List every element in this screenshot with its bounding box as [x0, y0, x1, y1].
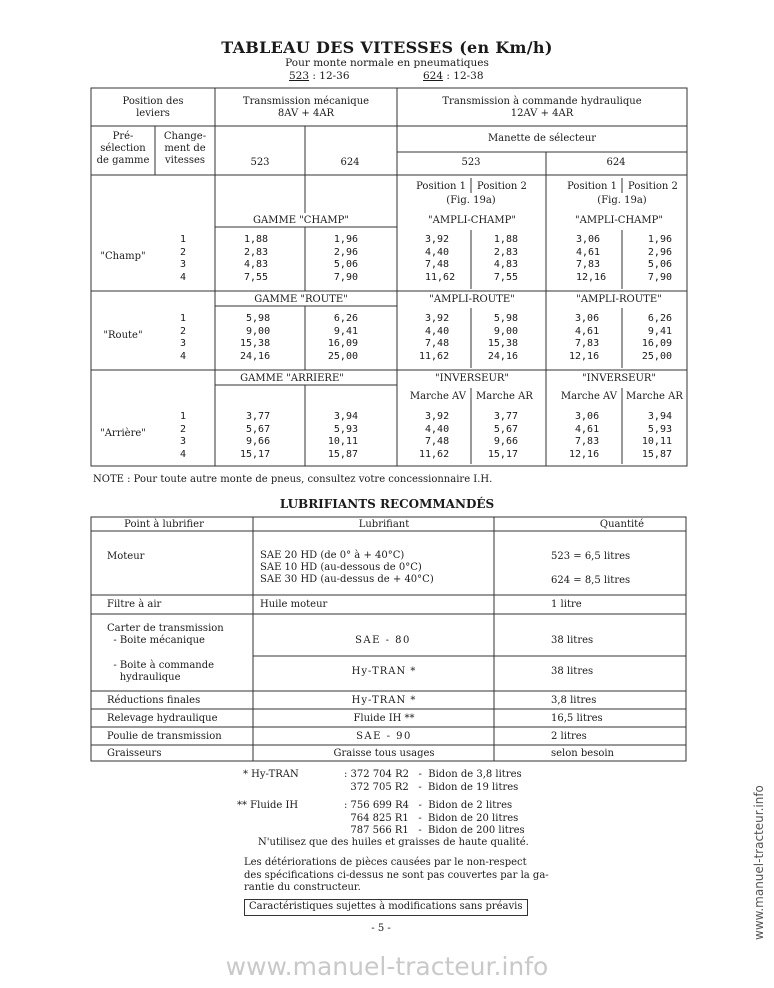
group-champ-mech-header: GAMME "CHAMP" — [253, 215, 349, 226]
lub-reductions-point: Réductions finales — [107, 695, 201, 706]
lubricants-title: LUBRIFIANTS RECOMMANDÉS — [279, 497, 495, 511]
group-route-label: "Route" — [103, 330, 143, 341]
page-subtitle: Pour monte normale en pneumatiques — [285, 57, 489, 69]
header-transmission-mecanique: Transmission mécanique 8AV + 4AR — [242, 96, 370, 119]
group-route-hyd624-header: "AMPLI-ROUTE" — [576, 294, 662, 305]
group-champ-mech-624: 1,96 2,96 5,06 7,90 — [333, 234, 358, 283]
header-preselection: Pré- sélection de gamme — [96, 131, 150, 166]
footnote-hytran-refs: : 372 704 R2 - Bidon de 3,8 litres 372 705 R2 - Bidon de 19 litres — [344, 769, 522, 793]
header-hyd-624: 624 — [606, 157, 626, 168]
group-route-hyd523-header: "AMPLI-ROUTE" — [429, 294, 515, 305]
tire-note: NOTE : Pour toute autre monte de pneus, consultez votre concessionnaire I.H. — [93, 474, 493, 485]
footnote-warning: Les détériorations de pièces causées par le non-respect des spécifications ci-dessus ne sont pas couvertes par la ga- rantie du constructeur. — [244, 857, 549, 893]
lub-boite-hyd-qty: 38 litres — [551, 666, 594, 677]
lub-graisseurs-lub: Graisse tous usages — [333, 748, 435, 759]
lub-relevage-lub: Fluide IH ** — [353, 713, 415, 724]
tire-523-value: : 12-36 — [312, 70, 350, 82]
lub-header-lubrifiant: Lubrifiant — [358, 519, 410, 530]
lub-header-quantite: Quantité — [599, 519, 645, 530]
group-champ-hyd523-b: 1,88 2,83 4,83 7,55 — [493, 234, 518, 283]
group-arriere-label: "Arrière" — [100, 428, 146, 439]
watermark-side: www.manuel-tracteur.info — [752, 785, 766, 940]
header-transmission-hydraulique: Transmission à commande hydraulique 12AV + 4AR — [442, 96, 642, 119]
group-route-mech-624: 6,26 9,41 16,09 25,00 — [327, 313, 358, 362]
group-arriere-hyd523-sub-av: Marche AV — [409, 391, 466, 402]
group-arriere-gears: 1 2 3 4 — [179, 411, 187, 460]
footnote-quality: N'utilisez que des huiles et graisses de haute qualité. — [258, 837, 529, 848]
group-champ-hyd624-header: "AMPLI-CHAMP" — [575, 215, 663, 226]
header-mech-523: 523 — [250, 157, 270, 168]
lub-boite-hyd-lub: Hy-TRAN * — [351, 666, 417, 677]
group-champ-hyd523-a: 3,92 4,40 7,48 11,62 — [425, 234, 456, 283]
group-arriere-hyd624-sub-av: Marche AV — [560, 391, 617, 402]
footnote-fluide-label: ** Fluide IH — [237, 800, 299, 811]
group-arriere-hyd624-a: 3,06 4,61 7,83 12,16 — [569, 411, 600, 460]
header-hyd-523: 523 — [461, 157, 481, 168]
group-champ-label: "Champ" — [100, 251, 146, 262]
hyd523-fig: (Fig. 19a) — [446, 195, 496, 206]
lub-poulie-qty: 2 litres — [551, 731, 587, 742]
lub-reductions-lub: Hy-TRAN * — [351, 695, 417, 706]
page-number: - 5 - — [371, 923, 391, 934]
group-route-mech-523: 5,98 9,00 15,38 24,16 — [240, 313, 271, 362]
footnote-fluide-refs: : 756 699 R4 - Bidon de 2 litres 764 825 R1 - Bidon de 20 litres 787 566 R1 - Bidon de 200 litres — [344, 800, 525, 836]
lub-moteur-qty-624: 624 = 8,5 litres — [551, 575, 631, 586]
lub-relevage-qty: 16,5 litres — [551, 713, 603, 724]
group-route-hyd523-b: 5,98 9,00 15,38 24,16 — [487, 313, 518, 362]
group-arriere-hyd523-b: 3,77 5,67 9,66 15,17 — [487, 411, 518, 460]
lub-reductions-qty: 3,8 litres — [551, 695, 597, 706]
group-arriere-mech-624: 3,94 5,93 10,11 15,87 — [327, 411, 358, 460]
group-champ-gears: 1 2 3 4 — [179, 234, 187, 283]
group-champ-hyd523-header: "AMPLI-CHAMP" — [428, 215, 516, 226]
lub-header-point: Point à lubrifier — [124, 519, 204, 530]
header-position-leviers: Position des leviers — [122, 96, 184, 119]
hyd624-pos1: Position 1 — [567, 181, 617, 192]
lub-carter-lub: SAE - 80 — [355, 635, 411, 646]
group-arriere-hyd624-sub-ar: Marche AR — [626, 391, 683, 402]
lub-graisseurs-qty: selon besoin — [551, 748, 614, 759]
hyd523-pos1: Position 1 — [416, 181, 466, 192]
footnote-boxed: Caractéristiques sujettes à modifications sans préavis — [244, 899, 528, 916]
group-route-gears: 1 2 3 4 — [179, 313, 187, 362]
header-changement: Change- ment de vitesses — [163, 131, 207, 166]
lub-moteur-qty-523: 523 = 6,5 litres — [551, 551, 631, 562]
hyd624-fig: (Fig. 19a) — [597, 195, 647, 206]
group-champ-hyd624-a: 3,06 4,61 7,83 12,16 — [576, 234, 607, 283]
lub-filtre-lub: Huile moteur — [260, 599, 328, 610]
group-arriere-mech-header: GAMME "ARRIERE" — [240, 373, 344, 384]
hyd523-pos2: Position 2 — [477, 181, 527, 192]
header-manette: Manette de sélecteur — [487, 133, 597, 144]
group-arriere-hyd523-header: "INVERSEUR" — [434, 373, 510, 384]
group-route-hyd624-a: 3,06 4,61 7,83 12,16 — [569, 313, 600, 362]
group-arriere-hyd624-header: "INVERSEUR" — [581, 373, 657, 384]
lub-carter-point: Carter de transmission - Boite mécanique — [107, 623, 224, 646]
hyd624-pos2: Position 2 — [628, 181, 678, 192]
lub-graisseurs-point: Graisseurs — [107, 748, 162, 759]
header-mech-624: 624 — [340, 157, 360, 168]
group-arriere-hyd624-b: 3,94 5,93 10,11 15,87 — [641, 411, 672, 460]
group-arriere-hyd523-sub-ar: Marche AR — [476, 391, 533, 402]
group-route-hyd523-a: 3,92 4,40 7,48 11,62 — [419, 313, 450, 362]
group-champ-hyd624-b: 1,96 2,96 5,06 7,90 — [647, 234, 672, 283]
lub-poulie-lub: SAE - 90 — [356, 731, 412, 742]
lub-filtre-qty: 1 litre — [551, 599, 582, 610]
group-arriere-mech-523: 3,77 5,67 9,66 15,17 — [240, 411, 271, 460]
group-route-mech-header: GAMME "ROUTE" — [254, 294, 348, 305]
page-title: TABLEAU DES VITESSES (en Km/h) — [221, 38, 553, 57]
lub-poulie-point: Poulie de transmission — [107, 731, 222, 742]
group-route-hyd624-b: 6,26 9,41 16,09 25,00 — [641, 313, 672, 362]
tire-624-value: : 12-38 — [446, 70, 484, 82]
tire-624-label: 624 — [423, 70, 444, 82]
lub-boite-hyd-point: - Boite à commande hydraulique — [113, 660, 215, 683]
lub-moteur-point: Moteur — [107, 551, 145, 562]
lub-relevage-point: Relevage hydraulique — [107, 713, 218, 724]
group-champ-mech-523: 1,88 2,83 4,83 7,55 — [244, 234, 269, 283]
footnote-hytran-label: * Hy-TRAN — [243, 769, 299, 780]
tire-523-label: 523 — [289, 70, 310, 82]
watermark-bottom: www.manuel-tracteur.info — [225, 952, 549, 981]
lub-carter-qty: 38 litres — [551, 635, 594, 646]
lub-moteur-lub: SAE 20 HD (de 0° à + 40°C) SAE 10 HD (au-dessous de 0°C) SAE 30 HD (au-dessus de + 40°C) — [260, 550, 434, 585]
lub-filtre-point: Filtre à air — [107, 599, 162, 610]
group-arriere-hyd523-a: 3,92 4,40 7,48 11,62 — [419, 411, 450, 460]
